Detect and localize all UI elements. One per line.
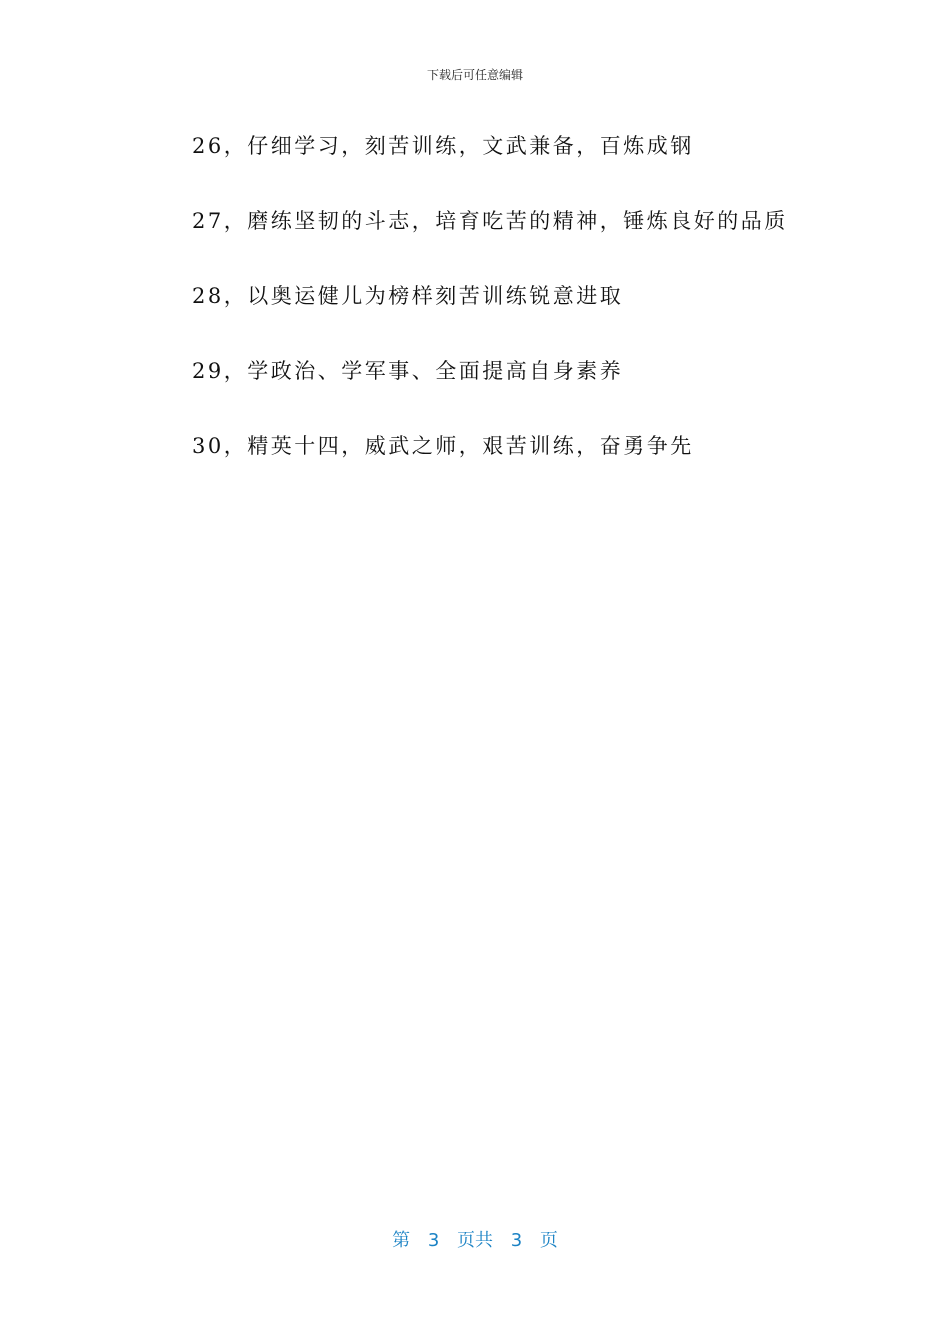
document-body	[192, 128, 892, 503]
list-item: 28，以奥运健儿为榜样刻苦训练锐意进取	[192, 284, 624, 308]
page-header: 下载后可任意编辑	[426, 68, 523, 82]
list-item: 29，学政治、学军事、全面提高自身素养	[192, 359, 624, 383]
list-item: 27，磨练坚韧的斗志，培育吃苦的精神，锤炼良好的品质	[192, 209, 788, 233]
page-number: 第 3 页共 3 页	[392, 1230, 558, 1251]
list-item: 30，精英十四，威武之师，艰苦训练，奋勇争先	[192, 434, 694, 458]
list-item: 26，仔细学习，刻苦训练，文武兼备，百炼成钢	[192, 134, 694, 158]
